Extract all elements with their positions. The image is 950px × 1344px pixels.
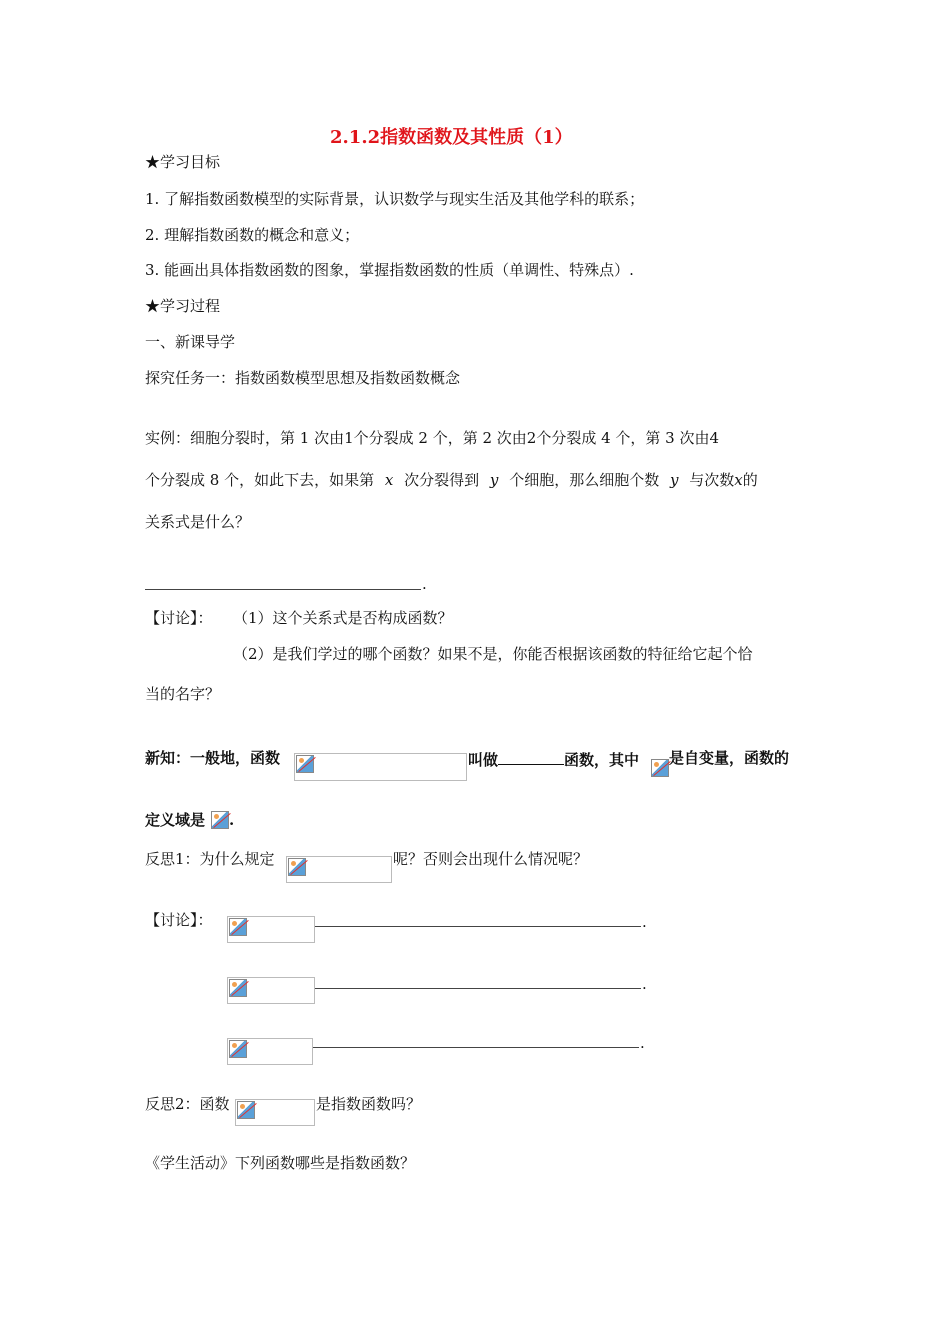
discussion-label: 【讨论】：	[145, 911, 213, 929]
new-knowledge-text: 是自变量，函数的	[669, 749, 790, 767]
broken-image-icon	[229, 979, 247, 997]
reflection-1-text: 呢？否则会出现什么情况呢？	[393, 850, 589, 868]
discussion-question-1: （1）这个关系式是否构成函数？	[233, 609, 453, 627]
example-line-2	[145, 470, 758, 490]
variable-y: y	[489, 471, 499, 489]
example-line-1: 实例：细胞分裂时，第 1 次由1个分裂成 2 个，第 2 次由2个分裂成 4 个，第 3 次由4	[145, 429, 720, 447]
domain-text: 定义域是	[145, 811, 206, 829]
broken-image-icon	[237, 1101, 255, 1119]
example-text: 的	[742, 471, 758, 489]
new-knowledge-part: 叫做	[468, 751, 499, 769]
new-knowledge-part: 函数，其中	[564, 751, 640, 769]
discussion-label: 【讨论】：	[145, 609, 213, 627]
broken-image-icon	[229, 1040, 247, 1058]
reflection-1-text: 反思1：为什么规定	[145, 850, 275, 868]
reflection-2-text: 反思2：函数	[145, 1095, 230, 1113]
domain-period: .	[229, 811, 235, 829]
broken-image-icon	[211, 811, 229, 829]
new-knowledge-text	[468, 748, 639, 770]
example-text: 个细胞，那么细胞个数	[509, 471, 660, 489]
broken-image-icon	[229, 918, 247, 936]
answer-period: .	[422, 575, 427, 593]
answer-period: .	[642, 913, 647, 931]
example-text: 次分裂得到	[404, 471, 480, 489]
example-text: 个分裂成 8 个，如此下去，如果第	[145, 471, 375, 489]
example-line-3: 关系式是什么？	[145, 513, 251, 531]
discussion-question-2: （2）是我们学过的哪个函数？如果不是，你能否根据该函数的特征给它起个恰	[233, 645, 753, 663]
broken-image-icon	[651, 759, 669, 777]
goal-item-2: 2. 理解指数函数的概念和意义；	[145, 226, 360, 244]
goal-item-1: 1. 了解指数函数模型的实际背景，认识数学与现实生活及其他学科的联系；	[145, 190, 645, 208]
answer-period: .	[642, 975, 647, 993]
goal-item-3: 3. 能画出具体指数函数的图象，掌握指数函数的性质（单调性、特殊点）.	[145, 261, 634, 279]
new-knowledge-text: 新知：一般地，函数	[145, 749, 281, 767]
student-activity: 《学生活动》下列函数哪些是指数函数？	[145, 1154, 416, 1172]
reflection-2-text: 是指数函数吗？	[316, 1095, 422, 1113]
formula-image-box	[294, 753, 467, 781]
answer-line[interactable]	[315, 926, 641, 927]
answer-line[interactable]	[315, 988, 641, 989]
process-heading: ★学习过程	[145, 297, 221, 315]
variable-x: x	[734, 471, 743, 489]
variable-x: x	[384, 471, 394, 489]
fill-blank[interactable]	[498, 748, 564, 765]
answer-line[interactable]	[313, 1047, 639, 1048]
section-heading: 一、新课导学	[145, 333, 236, 351]
goals-heading: ★学习目标	[145, 153, 221, 171]
variable-y: y	[669, 471, 679, 489]
broken-image-icon	[288, 858, 306, 876]
answer-line[interactable]	[145, 589, 421, 590]
answer-period: .	[640, 1034, 645, 1052]
page-title: 2.1.2指数函数及其性质（1）	[330, 127, 573, 148]
broken-image-icon	[296, 755, 314, 773]
task-heading: 探究任务一：指数函数模型思想及指数函数概念	[145, 369, 461, 387]
discussion-question-2-cont: 当的名字？	[145, 685, 221, 703]
example-text: 与次数	[689, 471, 735, 489]
